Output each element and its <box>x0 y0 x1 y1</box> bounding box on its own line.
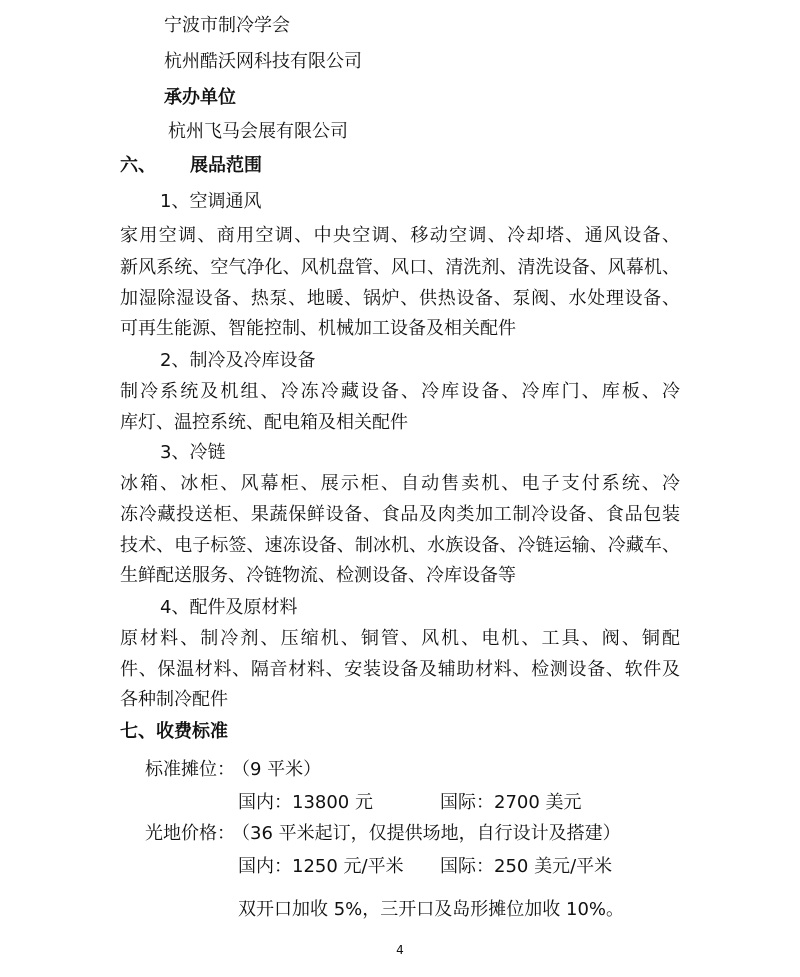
standard-booth-domestic: 国内：13800 元 <box>238 792 373 813</box>
standard-booth-international: 国际：2700 美元 <box>440 792 582 813</box>
co-organizer-1: 宁波市制冷学会 <box>164 15 290 36</box>
category-text-line: 加湿除湿设备、热泵、地暖、锅炉、供热设备、泵阀、水处理设备、 <box>120 288 680 309</box>
section7-heading: 七、收费标准 <box>120 721 228 742</box>
category-text-line: 库灯、温控系统、配电箱及相关配件 <box>120 412 408 433</box>
undertaker-name: 杭州飞马会展有限公司 <box>168 121 348 142</box>
category-text-line: 新风系统、空气净化、风机盘管、风口、清洗剂、清洗设备、风幕机、 <box>120 257 680 278</box>
co-organizer-2: 杭州酷沃网科技有限公司 <box>164 51 362 72</box>
raw-space-domestic: 国内：1250 元/平米 <box>238 856 404 877</box>
category-text-line: 冻冷藏投送柜、果蔬保鲜设备、食品及肉类加工制冷设备、食品包装 <box>120 504 680 525</box>
section6-title: 展品范围 <box>190 155 262 176</box>
surcharge-note: 双开口加收 5%，三开口及岛形摊位加收 10%。 <box>238 899 625 920</box>
category-text-line: 冰箱、冰柜、风幕柜、展示柜、自动售卖机、电子支付系统、冷 <box>120 473 680 494</box>
raw-space-international: 国际：250 美元/平米 <box>440 856 613 877</box>
category-title: 3、冷链 <box>160 442 226 463</box>
undertaker-heading: 承办单位 <box>164 87 236 108</box>
category-text-line: 各种制冷配件 <box>120 689 228 710</box>
standard-booth-note: （9 平米） <box>232 759 322 780</box>
category-title: 4、配件及原材料 <box>160 597 298 618</box>
category-text-line: 原材料、制冷剂、压缩机、铜管、风机、电机、工具、阀、铜配 <box>120 628 680 649</box>
section6-number: 六、 <box>120 155 156 176</box>
category-text-line: 可再生能源、智能控制、机械加工设备及相关配件 <box>120 318 516 339</box>
page-number: 4 <box>396 943 404 957</box>
category-text-line: 家用空调、商用空调、中央空调、移动空调、冷却塔、通风设备、 <box>120 225 680 246</box>
category-text-line: 制冷系统及机组、冷冻冷藏设备、冷库设备、冷库门、库板、冷 <box>120 381 680 402</box>
standard-booth-label: 标准摊位： <box>145 759 235 780</box>
raw-space-note: （36 平米起订，仅提供场地，自行设计及搭建） <box>232 823 621 844</box>
category-text-line: 件、保温材料、隔音材料、安装设备及辅助材料、检测设备、软件及 <box>120 659 680 680</box>
raw-space-label: 光地价格： <box>145 823 235 844</box>
category-text-line: 生鲜配送服务、冷链物流、检测设备、冷库设备等 <box>120 565 516 586</box>
category-text-line: 技术、电子标签、速冻设备、制冰机、水族设备、冷链运输、冷藏车、 <box>120 535 680 556</box>
category-title: 2、制冷及冷库设备 <box>160 350 316 371</box>
category-title: 1、空调通风 <box>160 191 262 212</box>
